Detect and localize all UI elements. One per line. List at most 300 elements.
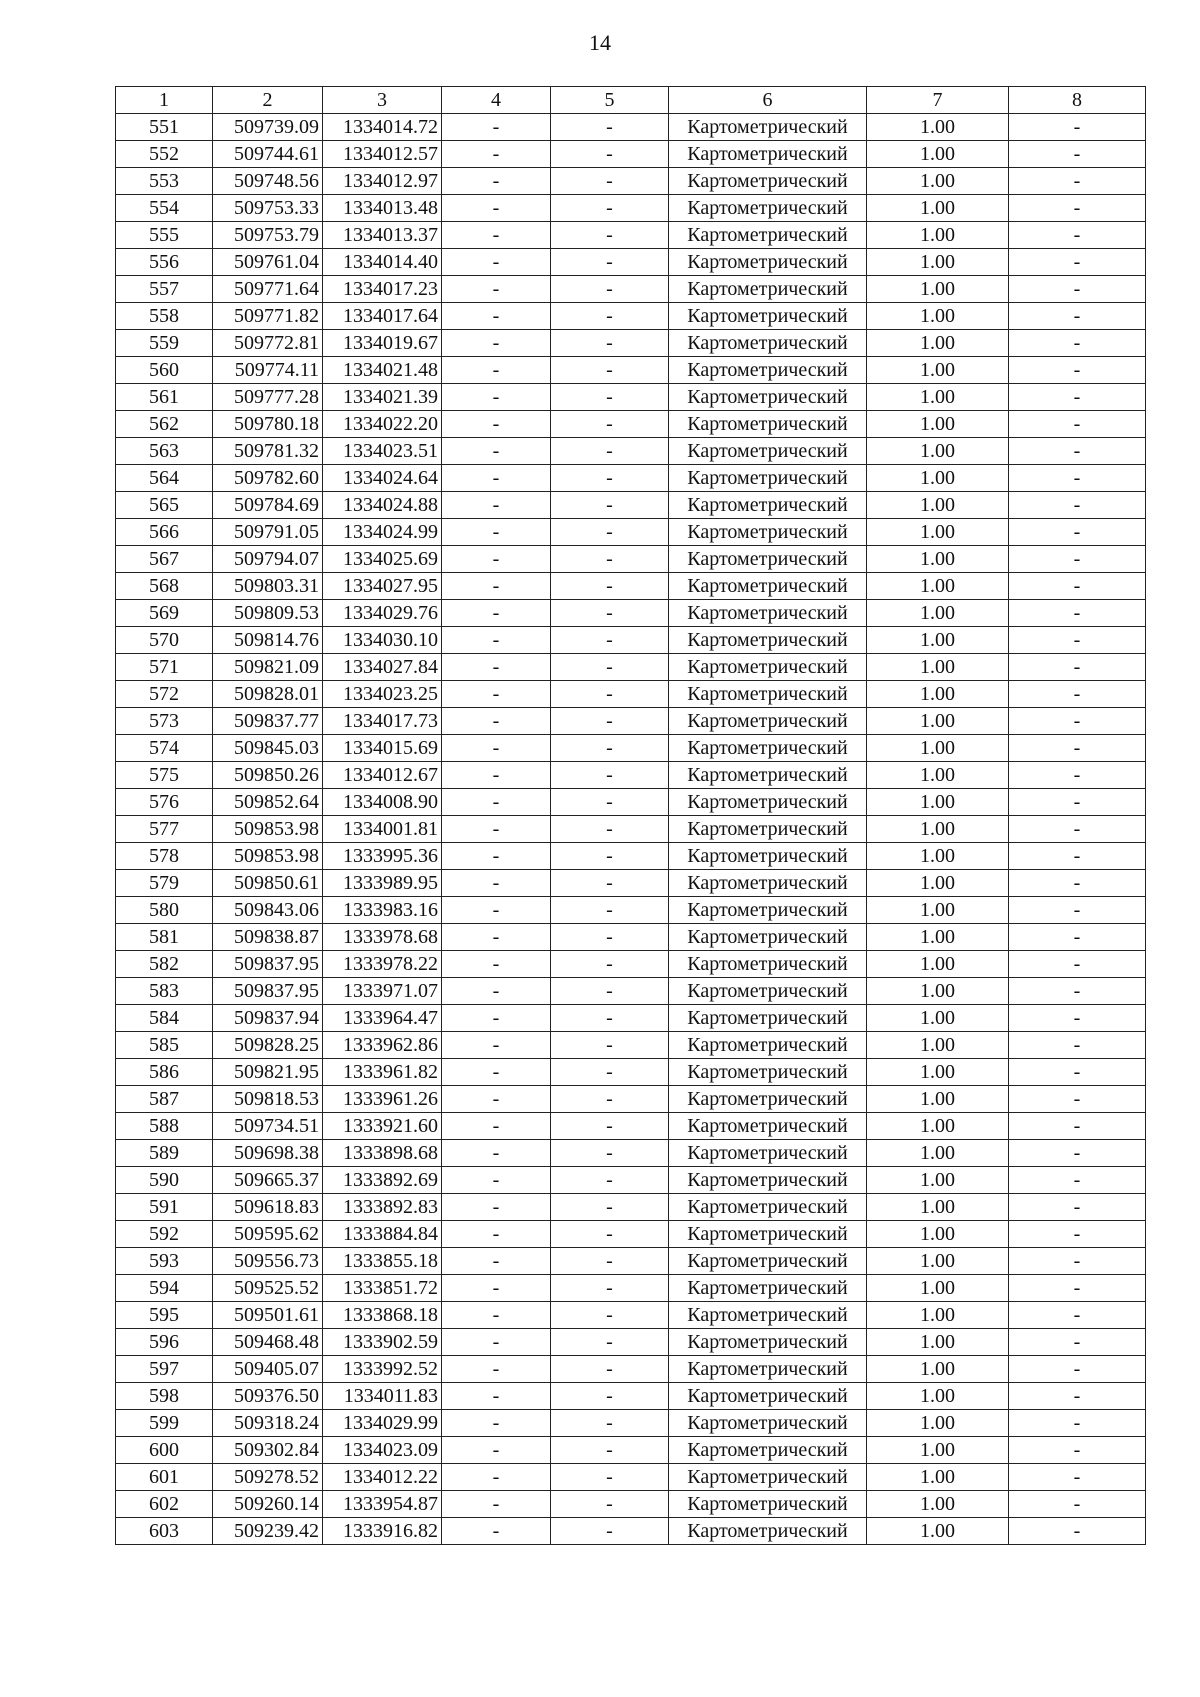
point-number-cell: 551 [116, 114, 213, 141]
column-4-cell: - [442, 114, 551, 141]
column-4-cell: - [442, 276, 551, 303]
accuracy-cell: 1.00 [867, 465, 1009, 492]
column-8-cell: - [1009, 1383, 1146, 1410]
y-coordinate-cell: 1333868.18 [323, 1302, 442, 1329]
x-coordinate-cell: 509525.52 [213, 1275, 323, 1302]
table-row [116, 411, 1146, 438]
column-5-cell: - [551, 465, 669, 492]
y-coordinate-cell: 1334024.64 [323, 465, 442, 492]
column-5-cell: - [551, 897, 669, 924]
y-coordinate-cell: 1333961.82 [323, 1059, 442, 1086]
y-coordinate-cell: 1333978.68 [323, 924, 442, 951]
accuracy-cell: 1.00 [867, 951, 1009, 978]
column-8-cell: - [1009, 1059, 1146, 1086]
column-5-cell: - [551, 951, 669, 978]
method-cell: Картометрический [669, 141, 867, 168]
method-cell: Картометрический [669, 843, 867, 870]
point-number-cell: 563 [116, 438, 213, 465]
accuracy-cell: 1.00 [867, 897, 1009, 924]
method-cell: Картометрический [669, 1464, 867, 1491]
column-4-cell: - [442, 978, 551, 1005]
method-cell: Картометрический [669, 1437, 867, 1464]
x-coordinate-cell: 509665.37 [213, 1167, 323, 1194]
x-coordinate-cell: 509843.06 [213, 897, 323, 924]
column-5-cell: - [551, 573, 669, 600]
column-8-cell: - [1009, 735, 1146, 762]
x-coordinate-cell: 509837.95 [213, 978, 323, 1005]
point-number-cell: 587 [116, 1086, 213, 1113]
x-coordinate-cell: 509774.11 [213, 357, 323, 384]
method-cell: Картометрический [669, 708, 867, 735]
column-4-cell: - [442, 195, 551, 222]
method-cell: Картометрический [669, 438, 867, 465]
column-5-cell: - [551, 195, 669, 222]
method-cell: Картометрический [669, 330, 867, 357]
column-8-cell: - [1009, 627, 1146, 654]
point-number-cell: 595 [116, 1302, 213, 1329]
method-cell: Картометрический [669, 276, 867, 303]
column-8-cell: - [1009, 1005, 1146, 1032]
column-5-cell: - [551, 843, 669, 870]
x-coordinate-cell: 509845.03 [213, 735, 323, 762]
y-coordinate-cell: 1334014.40 [323, 249, 442, 276]
column-5-cell: - [551, 762, 669, 789]
y-coordinate-cell: 1334014.72 [323, 114, 442, 141]
column-4-cell: - [442, 1059, 551, 1086]
column-5-cell: - [551, 1302, 669, 1329]
column-4-cell: - [442, 168, 551, 195]
table-row [116, 1329, 1146, 1356]
column-8-cell: - [1009, 708, 1146, 735]
column-5-cell: - [551, 1167, 669, 1194]
method-cell: Картометрический [669, 1113, 867, 1140]
point-number-cell: 576 [116, 789, 213, 816]
table-body [116, 114, 1146, 1545]
column-5-cell: - [551, 1194, 669, 1221]
column-5-cell: - [551, 735, 669, 762]
x-coordinate-cell: 509772.81 [213, 330, 323, 357]
column-5-cell: - [551, 222, 669, 249]
point-number-cell: 569 [116, 600, 213, 627]
point-number-cell: 589 [116, 1140, 213, 1167]
point-number-cell: 575 [116, 762, 213, 789]
y-coordinate-cell: 1333961.26 [323, 1086, 442, 1113]
column-8-cell: - [1009, 1194, 1146, 1221]
y-coordinate-cell: 1334019.67 [323, 330, 442, 357]
point-number-cell: 584 [116, 1005, 213, 1032]
point-number-cell: 567 [116, 546, 213, 573]
column-5-cell: - [551, 519, 669, 546]
column-5-cell: - [551, 1491, 669, 1518]
column-5-cell: - [551, 1383, 669, 1410]
column-header: 3 [323, 87, 442, 114]
table-row [116, 708, 1146, 735]
column-4-cell: - [442, 1491, 551, 1518]
column-8-cell: - [1009, 303, 1146, 330]
accuracy-cell: 1.00 [867, 924, 1009, 951]
y-coordinate-cell: 1334017.64 [323, 303, 442, 330]
y-coordinate-cell: 1334030.10 [323, 627, 442, 654]
y-coordinate-cell: 1334023.09 [323, 1437, 442, 1464]
table-header-row [116, 87, 1146, 114]
column-4-cell: - [442, 951, 551, 978]
method-cell: Картометрический [669, 951, 867, 978]
column-4-cell: - [442, 1140, 551, 1167]
table-row [116, 1410, 1146, 1437]
method-cell: Картометрический [669, 1356, 867, 1383]
method-cell: Картометрический [669, 762, 867, 789]
y-coordinate-cell: 1334021.39 [323, 384, 442, 411]
point-number-cell: 598 [116, 1383, 213, 1410]
table-row [116, 1464, 1146, 1491]
y-coordinate-cell: 1334023.25 [323, 681, 442, 708]
y-coordinate-cell: 1334027.95 [323, 573, 442, 600]
method-cell: Картометрический [669, 1248, 867, 1275]
table-row [116, 789, 1146, 816]
table-row [116, 1302, 1146, 1329]
accuracy-cell: 1.00 [867, 1275, 1009, 1302]
column-5-cell: - [551, 1005, 669, 1032]
point-number-cell: 557 [116, 276, 213, 303]
method-cell: Картометрический [669, 1275, 867, 1302]
column-5-cell: - [551, 1113, 669, 1140]
column-4-cell: - [442, 519, 551, 546]
column-8-cell: - [1009, 168, 1146, 195]
table-row [116, 735, 1146, 762]
y-coordinate-cell: 1333983.16 [323, 897, 442, 924]
table-row [116, 1113, 1146, 1140]
method-cell: Картометрический [669, 1059, 867, 1086]
column-5-cell: - [551, 384, 669, 411]
point-number-cell: 556 [116, 249, 213, 276]
column-4-cell: - [442, 1410, 551, 1437]
x-coordinate-cell: 509556.73 [213, 1248, 323, 1275]
column-8-cell: - [1009, 492, 1146, 519]
point-number-cell: 554 [116, 195, 213, 222]
method-cell: Картометрический [669, 1140, 867, 1167]
table-row [116, 141, 1146, 168]
column-4-cell: - [442, 1437, 551, 1464]
column-8-cell: - [1009, 1491, 1146, 1518]
y-coordinate-cell: 1334027.84 [323, 654, 442, 681]
method-cell: Картометрический [669, 789, 867, 816]
column-4-cell: - [442, 681, 551, 708]
column-4-cell: - [442, 465, 551, 492]
accuracy-cell: 1.00 [867, 546, 1009, 573]
x-coordinate-cell: 509852.64 [213, 789, 323, 816]
table-row [116, 438, 1146, 465]
column-8-cell: - [1009, 1167, 1146, 1194]
table-row [116, 276, 1146, 303]
column-5-cell: - [551, 330, 669, 357]
method-cell: Картометрический [669, 1032, 867, 1059]
column-5-cell: - [551, 654, 669, 681]
y-coordinate-cell: 1334015.69 [323, 735, 442, 762]
column-5-cell: - [551, 303, 669, 330]
accuracy-cell: 1.00 [867, 1518, 1009, 1545]
method-cell: Картометрический [669, 411, 867, 438]
x-coordinate-cell: 509791.05 [213, 519, 323, 546]
accuracy-cell: 1.00 [867, 195, 1009, 222]
method-cell: Картометрический [669, 519, 867, 546]
column-4-cell: - [442, 141, 551, 168]
column-8-cell: - [1009, 438, 1146, 465]
accuracy-cell: 1.00 [867, 1329, 1009, 1356]
column-5-cell: - [551, 924, 669, 951]
y-coordinate-cell: 1334022.20 [323, 411, 442, 438]
x-coordinate-cell: 509837.77 [213, 708, 323, 735]
method-cell: Картометрический [669, 1518, 867, 1545]
column-8-cell: - [1009, 897, 1146, 924]
column-5-cell: - [551, 1140, 669, 1167]
column-4-cell: - [442, 924, 551, 951]
point-number-cell: 591 [116, 1194, 213, 1221]
column-5-cell: - [551, 978, 669, 1005]
method-cell: Картометрический [669, 1410, 867, 1437]
x-coordinate-cell: 509771.64 [213, 276, 323, 303]
x-coordinate-cell: 509828.01 [213, 681, 323, 708]
column-4-cell: - [442, 1032, 551, 1059]
column-8-cell: - [1009, 519, 1146, 546]
point-number-cell: 603 [116, 1518, 213, 1545]
y-coordinate-cell: 1333921.60 [323, 1113, 442, 1140]
accuracy-cell: 1.00 [867, 1086, 1009, 1113]
column-8-cell: - [1009, 465, 1146, 492]
x-coordinate-cell: 509850.61 [213, 870, 323, 897]
method-cell: Картометрический [669, 465, 867, 492]
y-coordinate-cell: 1333995.36 [323, 843, 442, 870]
y-coordinate-cell: 1334029.99 [323, 1410, 442, 1437]
table-row [116, 546, 1146, 573]
accuracy-cell: 1.00 [867, 1383, 1009, 1410]
column-4-cell: - [442, 708, 551, 735]
method-cell: Картометрический [669, 1167, 867, 1194]
table-row [116, 222, 1146, 249]
y-coordinate-cell: 1333892.69 [323, 1167, 442, 1194]
column-8-cell: - [1009, 1140, 1146, 1167]
table-row [116, 1005, 1146, 1032]
point-number-cell: 600 [116, 1437, 213, 1464]
column-8-cell: - [1009, 1248, 1146, 1275]
method-cell: Картометрический [669, 978, 867, 1005]
point-number-cell: 602 [116, 1491, 213, 1518]
accuracy-cell: 1.00 [867, 1005, 1009, 1032]
column-8-cell: - [1009, 573, 1146, 600]
column-5-cell: - [551, 141, 669, 168]
y-coordinate-cell: 1333964.47 [323, 1005, 442, 1032]
column-4-cell: - [442, 1464, 551, 1491]
point-number-cell: 579 [116, 870, 213, 897]
table-row [116, 1140, 1146, 1167]
method-cell: Картометрический [669, 303, 867, 330]
point-number-cell: 578 [116, 843, 213, 870]
column-8-cell: - [1009, 276, 1146, 303]
column-8-cell: - [1009, 978, 1146, 1005]
column-8-cell: - [1009, 1086, 1146, 1113]
method-cell: Картометрический [669, 870, 867, 897]
x-coordinate-cell: 509734.51 [213, 1113, 323, 1140]
y-coordinate-cell: 1334012.97 [323, 168, 442, 195]
point-number-cell: 568 [116, 573, 213, 600]
accuracy-cell: 1.00 [867, 1491, 1009, 1518]
accuracy-cell: 1.00 [867, 681, 1009, 708]
point-number-cell: 577 [116, 816, 213, 843]
accuracy-cell: 1.00 [867, 276, 1009, 303]
column-5-cell: - [551, 789, 669, 816]
accuracy-cell: 1.00 [867, 627, 1009, 654]
x-coordinate-cell: 509318.24 [213, 1410, 323, 1437]
column-8-cell: - [1009, 546, 1146, 573]
column-5-cell: - [551, 168, 669, 195]
method-cell: Картометрический [669, 546, 867, 573]
y-coordinate-cell: 1334012.22 [323, 1464, 442, 1491]
column-header: 8 [1009, 87, 1146, 114]
x-coordinate-cell: 509781.32 [213, 438, 323, 465]
column-4-cell: - [442, 303, 551, 330]
point-number-cell: 597 [116, 1356, 213, 1383]
accuracy-cell: 1.00 [867, 1194, 1009, 1221]
y-coordinate-cell: 1334017.23 [323, 276, 442, 303]
point-number-cell: 582 [116, 951, 213, 978]
y-coordinate-cell: 1334029.76 [323, 600, 442, 627]
table-row [116, 1194, 1146, 1221]
table-row [116, 816, 1146, 843]
column-8-cell: - [1009, 357, 1146, 384]
column-8-cell: - [1009, 924, 1146, 951]
y-coordinate-cell: 1333989.95 [323, 870, 442, 897]
accuracy-cell: 1.00 [867, 114, 1009, 141]
accuracy-cell: 1.00 [867, 1464, 1009, 1491]
column-8-cell: - [1009, 1221, 1146, 1248]
column-8-cell: - [1009, 951, 1146, 978]
column-4-cell: - [442, 1275, 551, 1302]
column-8-cell: - [1009, 1032, 1146, 1059]
column-5-cell: - [551, 1518, 669, 1545]
column-header: 7 [867, 87, 1009, 114]
point-number-cell: 561 [116, 384, 213, 411]
x-coordinate-cell: 509501.61 [213, 1302, 323, 1329]
table-row [116, 492, 1146, 519]
column-8-cell: - [1009, 384, 1146, 411]
column-4-cell: - [442, 1113, 551, 1140]
accuracy-cell: 1.00 [867, 600, 1009, 627]
column-4-cell: - [442, 357, 551, 384]
y-coordinate-cell: 1334024.99 [323, 519, 442, 546]
point-number-cell: 585 [116, 1032, 213, 1059]
column-5-cell: - [551, 1329, 669, 1356]
accuracy-cell: 1.00 [867, 330, 1009, 357]
column-5-cell: - [551, 600, 669, 627]
accuracy-cell: 1.00 [867, 1437, 1009, 1464]
accuracy-cell: 1.00 [867, 519, 1009, 546]
column-5-cell: - [551, 870, 669, 897]
accuracy-cell: 1.00 [867, 222, 1009, 249]
column-4-cell: - [442, 573, 551, 600]
table-row [116, 330, 1146, 357]
column-8-cell: - [1009, 870, 1146, 897]
table-row [116, 978, 1146, 1005]
column-4-cell: - [442, 492, 551, 519]
column-5-cell: - [551, 1248, 669, 1275]
column-4-cell: - [442, 384, 551, 411]
column-8-cell: - [1009, 1518, 1146, 1545]
column-header: 5 [551, 87, 669, 114]
column-4-cell: - [442, 1194, 551, 1221]
method-cell: Картометрический [669, 1329, 867, 1356]
column-4-cell: - [442, 1518, 551, 1545]
point-number-cell: 601 [116, 1464, 213, 1491]
point-number-cell: 590 [116, 1167, 213, 1194]
method-cell: Картометрический [669, 1005, 867, 1032]
accuracy-cell: 1.00 [867, 303, 1009, 330]
accuracy-cell: 1.00 [867, 1410, 1009, 1437]
column-header: 4 [442, 87, 551, 114]
table-row [116, 654, 1146, 681]
method-cell: Картометрический [669, 1383, 867, 1410]
y-coordinate-cell: 1333954.87 [323, 1491, 442, 1518]
table-row [116, 573, 1146, 600]
column-4-cell: - [442, 546, 551, 573]
x-coordinate-cell: 509818.53 [213, 1086, 323, 1113]
column-4-cell: - [442, 735, 551, 762]
table-row [116, 870, 1146, 897]
table-row [116, 951, 1146, 978]
table-row [116, 843, 1146, 870]
table-row [116, 1356, 1146, 1383]
point-number-cell: 581 [116, 924, 213, 951]
x-coordinate-cell: 509837.94 [213, 1005, 323, 1032]
x-coordinate-cell: 509803.31 [213, 573, 323, 600]
column-5-cell: - [551, 816, 669, 843]
method-cell: Картометрический [669, 222, 867, 249]
column-8-cell: - [1009, 1329, 1146, 1356]
column-5-cell: - [551, 1221, 669, 1248]
y-coordinate-cell: 1333855.18 [323, 1248, 442, 1275]
x-coordinate-cell: 509753.79 [213, 222, 323, 249]
y-coordinate-cell: 1333992.52 [323, 1356, 442, 1383]
point-number-cell: 596 [116, 1329, 213, 1356]
column-4-cell: - [442, 1329, 551, 1356]
method-cell: Картометрический [669, 492, 867, 519]
accuracy-cell: 1.00 [867, 438, 1009, 465]
y-coordinate-cell: 1333851.72 [323, 1275, 442, 1302]
column-8-cell: - [1009, 195, 1146, 222]
table-row [116, 762, 1146, 789]
column-4-cell: - [442, 1248, 551, 1275]
accuracy-cell: 1.00 [867, 573, 1009, 600]
method-cell: Картометрический [669, 897, 867, 924]
accuracy-cell: 1.00 [867, 141, 1009, 168]
method-cell: Картометрический [669, 681, 867, 708]
column-4-cell: - [442, 1086, 551, 1113]
accuracy-cell: 1.00 [867, 708, 1009, 735]
column-5-cell: - [551, 681, 669, 708]
table-row [116, 1275, 1146, 1302]
method-cell: Картометрический [669, 600, 867, 627]
column-8-cell: - [1009, 681, 1146, 708]
accuracy-cell: 1.00 [867, 1140, 1009, 1167]
table-row [116, 1437, 1146, 1464]
y-coordinate-cell: 1333902.59 [323, 1329, 442, 1356]
x-coordinate-cell: 509753.33 [213, 195, 323, 222]
column-4-cell: - [442, 1005, 551, 1032]
point-number-cell: 594 [116, 1275, 213, 1302]
column-8-cell: - [1009, 1356, 1146, 1383]
column-8-cell: - [1009, 114, 1146, 141]
column-8-cell: - [1009, 1437, 1146, 1464]
table-row [116, 1032, 1146, 1059]
x-coordinate-cell: 509828.25 [213, 1032, 323, 1059]
